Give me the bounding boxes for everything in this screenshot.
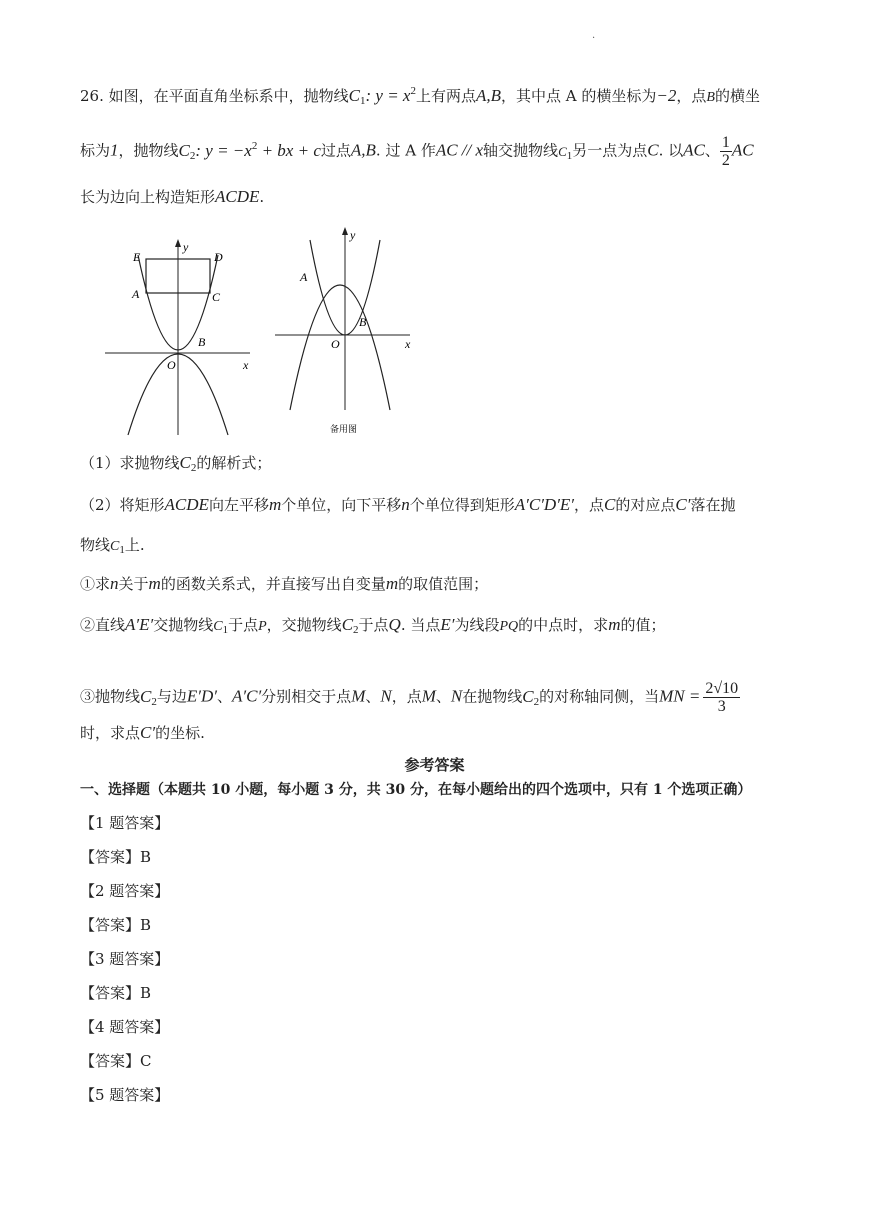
text: . — [259, 188, 265, 206]
problem-line-2 — [80, 134, 754, 169]
answer-value: 【答案】B — [80, 916, 152, 934]
b-label: B — [706, 90, 715, 105]
label-b: B — [198, 335, 206, 349]
var-n: n — [110, 574, 119, 593]
answers-section-heading: 一、选择题（本题共 10 小题，每小题 3 分，共 30 分，在每小题给出的四个选项中，只有 1 个选项正确） — [80, 782, 752, 798]
text: 轴交抛物线 — [483, 141, 559, 160]
text: ，其中点 A 的横坐标为 — [501, 87, 657, 105]
text: ，点 — [574, 496, 605, 514]
question-2-3-line-2 — [80, 722, 205, 744]
text: （2）将矩形 — [80, 496, 165, 514]
answer-value: 【答案】B — [80, 848, 152, 866]
mn-equals: MN = — [659, 686, 701, 706]
var-m: m — [385, 574, 399, 593]
text: 、 — [704, 141, 720, 160]
text: 为线段 — [454, 616, 500, 634]
text: 长为边向上构造矩形 — [80, 188, 216, 206]
text: . 以 — [658, 141, 684, 160]
label-e: E — [133, 250, 141, 264]
text: 的坐标. — [155, 724, 205, 742]
problem-line-3 — [80, 186, 264, 208]
rect-acde: ACDE — [164, 495, 209, 514]
answer-heading: 【3 题答案】 — [80, 950, 170, 968]
answer-heading: 【5 题答案】 — [80, 1086, 170, 1104]
text: 另一点为点 — [572, 141, 648, 160]
text: 的函数关系式，并直接写出自变量 — [160, 575, 386, 593]
problem-line-1 — [80, 80, 760, 112]
c-prime: C′ — [140, 723, 156, 742]
answers-title: 参考答案 — [404, 756, 465, 774]
question-2-1 — [80, 573, 488, 595]
e-prime: E′ — [440, 615, 455, 634]
text: ，点 — [391, 687, 422, 706]
line-ae-prime: A′E′ — [125, 615, 154, 634]
text: 的中点时，求 — [518, 616, 609, 634]
text: 过点 — [320, 141, 351, 160]
question-2-2 — [80, 614, 665, 641]
label-a: A — [300, 270, 308, 284]
text: 的对称轴同侧，当 — [539, 687, 660, 706]
text: 时，求点 — [80, 724, 141, 742]
text: ②直线 — [80, 616, 126, 634]
text: 在抛物线 — [462, 687, 523, 706]
c2-label: $C_2$ — [140, 686, 157, 708]
label-o: O — [331, 337, 340, 351]
answer-heading: 【2 题答案】 — [80, 882, 170, 900]
text: 向左平移 — [208, 496, 269, 514]
half-fraction: $\frac{1}{2}$ — [721, 134, 730, 169]
points-ab: A,B — [476, 86, 502, 105]
a-x-value: −2 — [656, 86, 677, 105]
c-point: C — [604, 495, 616, 514]
text: 于点 — [358, 616, 389, 634]
c2-label: $C_2$ — [179, 453, 197, 474]
answer-heading: 【1 题答案】 — [80, 814, 170, 832]
ac-2: AC — [731, 140, 754, 160]
mn-fraction: $\frac{2√10}{3}$ — [705, 680, 739, 715]
ac-parallel-x: AC // x — [435, 140, 484, 160]
text: ，点 — [676, 87, 707, 105]
text: 于点 — [228, 616, 259, 634]
label-o: O — [167, 358, 176, 372]
text: 的解析式； — [196, 454, 272, 472]
text: 上. — [124, 536, 145, 554]
var-n: n — [401, 495, 410, 514]
point-n: N — [380, 686, 392, 706]
points-ab-2: A,B — [350, 140, 376, 160]
text: 的值； — [620, 616, 666, 634]
text: 个单位得到矩形 — [409, 496, 515, 514]
text: 关于 — [118, 575, 149, 593]
text: 标为 — [80, 141, 111, 160]
y-arrow-icon — [175, 239, 181, 247]
text: 的对应点 — [615, 496, 676, 514]
segment-pq: PQ — [499, 619, 519, 634]
parabola-c2 — [290, 285, 390, 410]
page-marker-dot: . — [592, 30, 596, 41]
text: 物线 — [80, 536, 111, 554]
point-p: P — [258, 619, 267, 634]
y-arrow-icon — [342, 227, 348, 235]
c1-label: $C_1$: $y = x^2$ — [348, 85, 416, 107]
text: （1）求抛物线 — [80, 454, 180, 472]
c2-label: $C_2$ — [522, 686, 540, 708]
label-a: A — [132, 287, 140, 301]
text: 的取值范围； — [398, 575, 489, 593]
edge-ed-prime: E′D′ — [186, 686, 217, 706]
c1-label: $C_1$ — [213, 619, 229, 636]
point-m: M — [421, 686, 436, 706]
text: . 当点 — [400, 616, 441, 634]
text: 、 — [365, 687, 381, 706]
label-x: x — [405, 337, 411, 351]
c-prime: C′ — [675, 495, 691, 514]
text: ①求 — [80, 575, 111, 593]
b-x-value: 1 — [110, 140, 119, 160]
text: ③抛物线 — [80, 687, 141, 706]
question-2-line-1 — [80, 494, 735, 516]
problem-number: 26. — [80, 87, 104, 105]
label-y: y — [350, 228, 356, 242]
label-b: B — [359, 315, 367, 329]
text: ，抛物线 — [118, 141, 179, 160]
answer-value: 【答案】B — [80, 984, 152, 1002]
text: 个单位，向下平移 — [281, 496, 402, 514]
rect-acde: ACDE — [215, 187, 260, 206]
c2-equation: $C_2$: $y = -x^2$ + bx + c — [178, 139, 321, 162]
text: 与边 — [156, 687, 187, 706]
c-point: C — [647, 140, 659, 160]
label-c: C — [212, 290, 221, 304]
figure-caption: 备用图 — [330, 424, 358, 434]
rect-prime: A′C′D′E′ — [514, 495, 575, 514]
label-x: x — [243, 358, 249, 372]
text: 如图，在平面直角坐标系中，抛物线 — [108, 87, 349, 105]
text: . 过 A 作 — [375, 141, 436, 160]
answer-heading: 【4 题答案】 — [80, 1018, 170, 1036]
var-m: m — [268, 495, 282, 514]
ac: AC — [683, 140, 705, 160]
var-m: m — [608, 615, 621, 634]
question-2-line-2 — [80, 534, 145, 561]
edge-ac-prime: A′C′ — [232, 686, 262, 706]
question-2-3-line-1 — [80, 680, 740, 715]
answer-value: 【答案】C — [80, 1052, 152, 1070]
point-m: M — [351, 686, 366, 706]
text: 落在抛 — [690, 496, 736, 514]
question-1 — [80, 452, 271, 479]
figure-main — [100, 235, 260, 440]
c2-label: $C_2$ — [341, 615, 359, 636]
label-y: y — [183, 240, 189, 254]
point-n: N — [450, 686, 463, 706]
text: 、 — [435, 687, 451, 706]
text: 的横坐 — [714, 87, 760, 105]
c1-label-small: $C_1$ — [558, 143, 573, 162]
point-q: Q — [388, 615, 401, 634]
c1-label: $C_1$ — [110, 539, 125, 556]
text: 、 — [216, 687, 232, 706]
figure-backup — [270, 225, 420, 440]
text: 上有两点 — [415, 87, 476, 105]
text: ，交抛物线 — [266, 616, 342, 634]
label-d: D — [214, 250, 223, 264]
text: 分别相交于点 — [261, 687, 352, 706]
text: 交抛物线 — [153, 616, 214, 634]
var-m: m — [148, 574, 161, 593]
